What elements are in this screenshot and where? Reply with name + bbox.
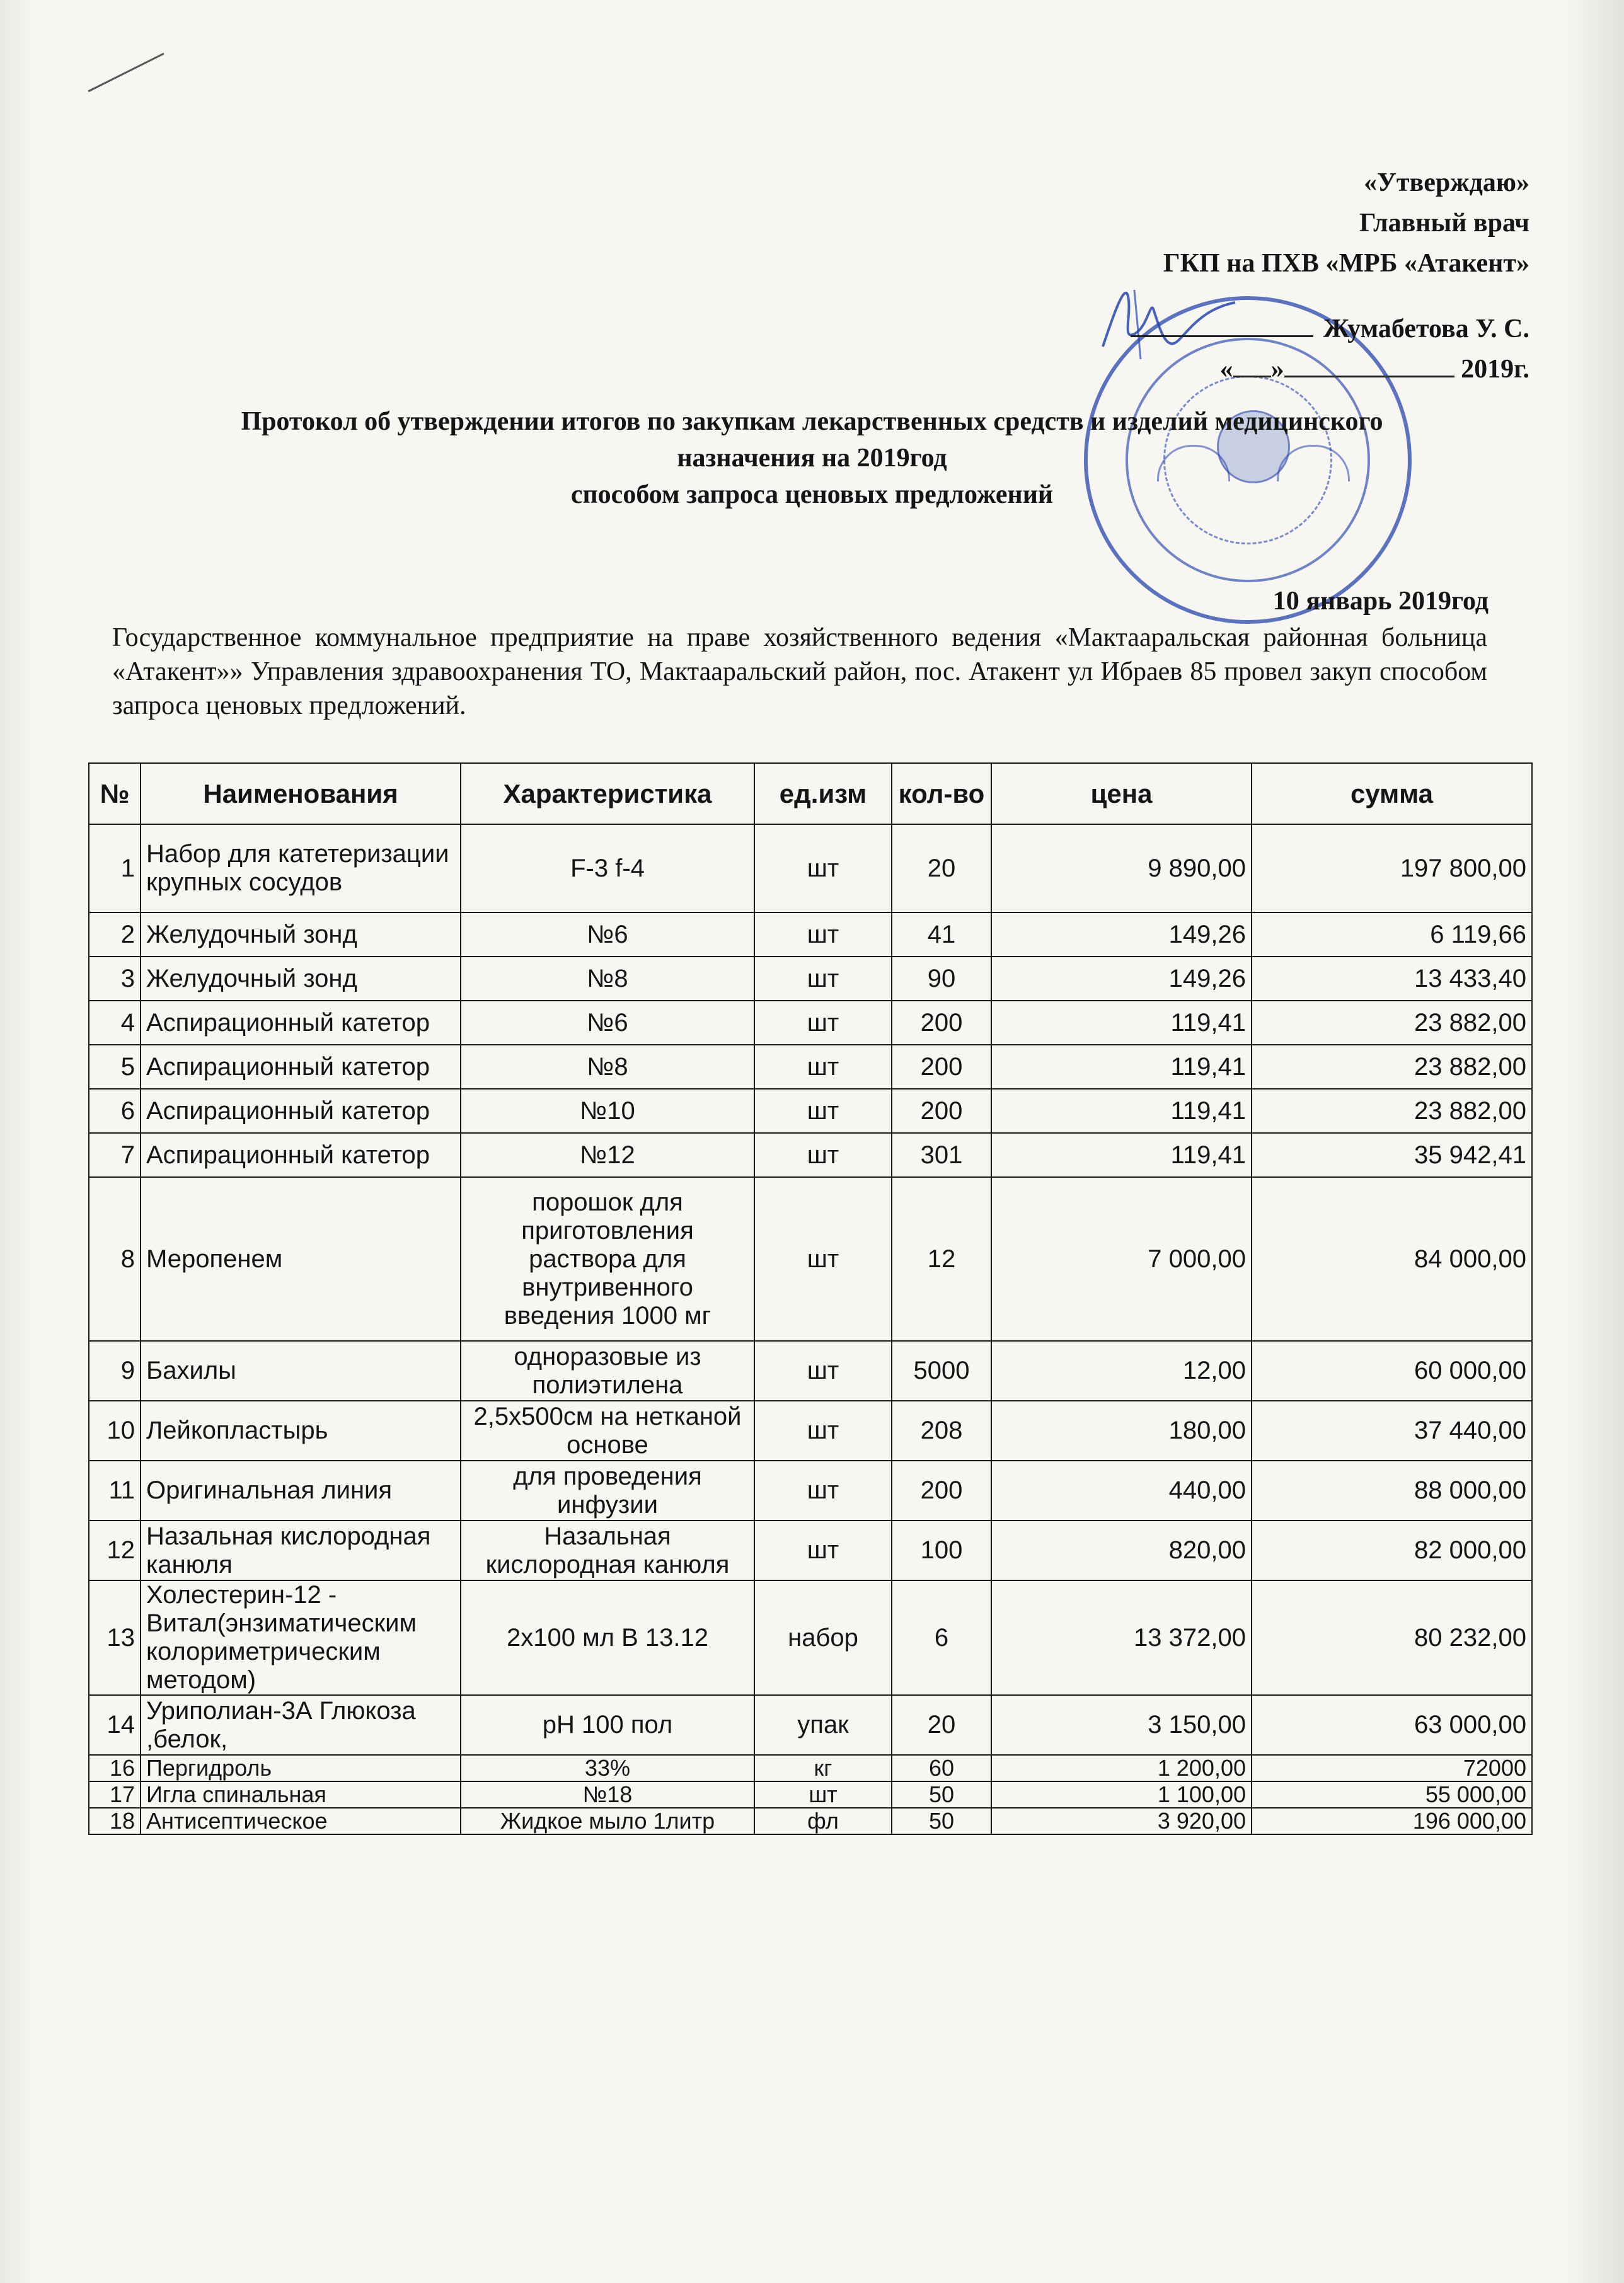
table-cell-quantity: 50 (892, 1808, 991, 1834)
table-row (89, 1089, 1532, 1133)
table-cell-unit: шт (754, 1177, 892, 1341)
approval-heading: «Утверждаю» (1364, 168, 1529, 197)
table-cell-sum: 72000 (1252, 1755, 1532, 1781)
table-row (89, 1461, 1532, 1521)
table-row (89, 824, 1532, 912)
table-cell-characteristic: №12 (461, 1133, 754, 1177)
table-cell-characteristic: 2,5х500см на нетканой основе (461, 1401, 754, 1461)
table-cell-name: Назальная кислородная канюля (141, 1521, 461, 1580)
approval-signature-line (1131, 309, 1529, 349)
table-cell-name: Желудочный зонд (141, 957, 461, 1001)
table-cell-sum: 88 000,00 (1252, 1461, 1532, 1521)
table-cell-price: 9 890,00 (991, 824, 1252, 912)
procurement-table (88, 762, 1533, 1835)
table-cell-sum: 82 000,00 (1252, 1521, 1532, 1580)
header-sum: сумма (1252, 763, 1532, 824)
table-row (89, 957, 1532, 1001)
table-cell-num: 7 (89, 1133, 141, 1177)
table-cell-characteristic: №10 (461, 1089, 754, 1133)
table-cell-unit: шт (754, 1401, 892, 1461)
table-cell-price: 3 920,00 (991, 1808, 1252, 1834)
table-cell-num: 9 (89, 1341, 141, 1401)
table-cell-quantity: 41 (892, 912, 991, 957)
table-cell-num: 4 (89, 1001, 141, 1045)
table-cell-unit: шт (754, 1133, 892, 1177)
table-cell-name: Пергидроль (141, 1755, 461, 1781)
table-cell-quantity: 50 (892, 1781, 991, 1808)
table-cell-quantity: 6 (892, 1580, 991, 1695)
table-row (89, 1580, 1532, 1695)
table-cell-price: 119,41 (991, 1045, 1252, 1089)
table-cell-quantity: 301 (892, 1133, 991, 1177)
protocol-title (95, 403, 1529, 513)
table-header-row (89, 763, 1532, 824)
date-quote-close: » (1270, 355, 1284, 384)
table-row (89, 1755, 1532, 1781)
table-cell-characteristic: F-3 f-4 (461, 824, 754, 912)
table-row (89, 1045, 1532, 1089)
table-cell-num: 14 (89, 1695, 141, 1755)
table-cell-sum: 80 232,00 (1252, 1580, 1532, 1695)
table-cell-sum: 196 000,00 (1252, 1808, 1532, 1834)
approval-block (1131, 163, 1529, 389)
table-cell-num: 13 (89, 1580, 141, 1695)
table-cell-name: Аспирационный катетор (141, 1133, 461, 1177)
table-cell-quantity: 20 (892, 1695, 991, 1755)
table-cell-characteristic: 2х100 мл В 13.12 (461, 1580, 754, 1695)
protocol-date: 10 январь 2019год (1272, 587, 1489, 616)
table-cell-unit: кг (754, 1755, 892, 1781)
table-cell-sum: 23 882,00 (1252, 1045, 1532, 1089)
table-cell-unit: шт (754, 1001, 892, 1045)
table-cell-unit: шт (754, 1045, 892, 1089)
table-cell-num: 6 (89, 1089, 141, 1133)
table-row (89, 1781, 1532, 1808)
table-cell-price: 119,41 (991, 1133, 1252, 1177)
table-cell-sum: 6 119,66 (1252, 912, 1532, 957)
month-blank (1284, 376, 1454, 377)
table-cell-name: Аспирационный катетор (141, 1089, 461, 1133)
table-cell-num: 5 (89, 1045, 141, 1089)
table-cell-num: 12 (89, 1521, 141, 1580)
table-cell-price: 1 200,00 (991, 1755, 1252, 1781)
table-cell-price: 13 372,00 (991, 1580, 1252, 1695)
table-cell-characteristic: №8 (461, 1045, 754, 1089)
table-cell-price: 12,00 (991, 1341, 1252, 1401)
table-cell-unit: шт (754, 957, 892, 1001)
table-cell-sum: 84 000,00 (1252, 1177, 1532, 1341)
header-unit: ед.изм (754, 763, 892, 824)
table-cell-sum: 23 882,00 (1252, 1001, 1532, 1045)
table-cell-quantity: 60 (892, 1755, 991, 1781)
table-row (89, 1133, 1532, 1177)
table-row (89, 1808, 1532, 1834)
table-cell-unit: шт (754, 1521, 892, 1580)
table-cell-unit: шт (754, 1341, 892, 1401)
table-cell-characteristic: №8 (461, 957, 754, 1001)
table-cell-quantity: 200 (892, 1001, 991, 1045)
pen-mark (85, 47, 173, 98)
table-cell-num: 18 (89, 1808, 141, 1834)
table-cell-characteristic: рН 100 пол (461, 1695, 754, 1755)
table-cell-num: 16 (89, 1755, 141, 1781)
approval-year: 2019г. (1461, 355, 1529, 384)
approval-date-line (1131, 349, 1529, 389)
table-cell-name: Лейкопластырь (141, 1401, 461, 1461)
table-cell-num: 1 (89, 824, 141, 912)
table-cell-quantity: 90 (892, 957, 991, 1001)
table-cell-price: 1 100,00 (991, 1781, 1252, 1808)
table-cell-num: 8 (89, 1177, 141, 1341)
table-row (89, 912, 1532, 957)
table-cell-quantity: 200 (892, 1461, 991, 1521)
table-cell-unit: набор (754, 1580, 892, 1695)
table-cell-price: 820,00 (991, 1521, 1252, 1580)
table-cell-characteristic: №18 (461, 1781, 754, 1808)
table-cell-sum: 60 000,00 (1252, 1341, 1532, 1401)
table-cell-sum: 13 433,40 (1252, 957, 1532, 1001)
signature-blank (1131, 335, 1313, 337)
header-name: Наименования (141, 763, 461, 824)
table-cell-unit: упак (754, 1695, 892, 1755)
table-cell-unit: шт (754, 1781, 892, 1808)
table-cell-name: Антисептическое (141, 1808, 461, 1834)
table-cell-quantity: 5000 (892, 1341, 991, 1401)
table-cell-quantity: 20 (892, 824, 991, 912)
title-line-1: Протокол об утверждении итогов по закупкам лекарственных средств и изделий медицинского (241, 407, 1383, 436)
title-line-2: назначения на 2019год (677, 444, 947, 473)
table-cell-sum: 35 942,41 (1252, 1133, 1532, 1177)
table-row (89, 1341, 1532, 1401)
table-cell-price: 149,26 (991, 957, 1252, 1001)
table-cell-price: 119,41 (991, 1089, 1252, 1133)
table-cell-characteristic: Назальная кислородная канюля (461, 1521, 754, 1580)
table-cell-quantity: 100 (892, 1521, 991, 1580)
approval-organization: ГКП на ПХВ «МРБ «Атакент» (1163, 249, 1529, 278)
table-cell-name: Оригинальная линия (141, 1461, 461, 1521)
table-cell-price: 149,26 (991, 912, 1252, 957)
table-cell-price: 440,00 (991, 1461, 1252, 1521)
table-cell-quantity: 12 (892, 1177, 991, 1341)
header-price: цена (991, 763, 1252, 824)
table-cell-characteristic: для проведения инфузии (461, 1461, 754, 1521)
date-quote-open: « (1219, 355, 1233, 384)
table-cell-sum: 55 000,00 (1252, 1781, 1532, 1808)
table-row (89, 1401, 1532, 1461)
table-cell-num: 17 (89, 1781, 141, 1808)
table-cell-name: Холестерин-12 - Витал(энзиматическим колориметрическим методом) (141, 1580, 461, 1695)
approval-position: Главный врач (1359, 209, 1529, 238)
table-cell-price: 7 000,00 (991, 1177, 1252, 1341)
table-row (89, 1695, 1532, 1755)
table-cell-name: Игла спинальная (141, 1781, 461, 1808)
header-quantity: кол-во (892, 763, 991, 824)
table-cell-name: Уриполиан-3А Глюкоза ,белок, (141, 1695, 461, 1755)
table-cell-characteristic: Жидкое мыло 1литр (461, 1808, 754, 1834)
title-line-3: способом запроса ценовых предложений (570, 480, 1054, 509)
table-cell-num: 2 (89, 912, 141, 957)
table-row (89, 1521, 1532, 1580)
approval-signer: Жумабетова У. С. (1323, 314, 1529, 343)
table-cell-characteristic: №6 (461, 1001, 754, 1045)
table-cell-characteristic: одноразовые из полиэтилена (461, 1341, 754, 1401)
day-blank (1233, 376, 1271, 377)
table-row (89, 1001, 1532, 1045)
table-cell-name: Аспирационный катетор (141, 1045, 461, 1089)
table-cell-sum: 23 882,00 (1252, 1089, 1532, 1133)
table-cell-name: Меропенем (141, 1177, 461, 1341)
table-cell-characteristic: №6 (461, 912, 754, 957)
table-cell-characteristic: порошок для приготовления раствора для внутривенного введения 1000 мг (461, 1177, 754, 1341)
table-cell-num: 3 (89, 957, 141, 1001)
table-cell-sum: 37 440,00 (1252, 1401, 1532, 1461)
table-cell-unit: шт (754, 1461, 892, 1521)
table-row (89, 1177, 1532, 1341)
table-cell-price: 3 150,00 (991, 1695, 1252, 1755)
table-cell-name: Бахилы (141, 1341, 461, 1401)
table-cell-sum: 197 800,00 (1252, 824, 1532, 912)
header-characteristic: Характеристика (461, 763, 754, 824)
table-cell-unit: фл (754, 1808, 892, 1834)
table-cell-unit: шт (754, 824, 892, 912)
table-cell-unit: шт (754, 1089, 892, 1133)
table-cell-quantity: 200 (892, 1089, 991, 1133)
header-num: № (89, 763, 141, 824)
table-cell-num: 10 (89, 1401, 141, 1461)
table-cell-num: 11 (89, 1461, 141, 1521)
table-cell-quantity: 208 (892, 1401, 991, 1461)
table-cell-name: Аспирационный катетор (141, 1001, 461, 1045)
table-cell-unit: шт (754, 912, 892, 957)
table-cell-price: 180,00 (991, 1401, 1252, 1461)
table-cell-sum: 63 000,00 (1252, 1695, 1532, 1755)
intro-paragraph: Государственное коммунальное предприятие на праве хозяйственного ведения «Мактааральская районная больница «Атакент»» Управления здравоохранения ТО, Мактааральский район, пос. Атакент ул Ибраев 85 провел закуп способом запроса ценовых предложений. (112, 623, 1487, 720)
table-cell-name: Желудочный зонд (141, 912, 461, 957)
table-cell-quantity: 200 (892, 1045, 991, 1089)
table-cell-name: Набор для катетеризации крупных сосудов (141, 824, 461, 912)
table-cell-price: 119,41 (991, 1001, 1252, 1045)
table-cell-characteristic: 33% (461, 1755, 754, 1781)
